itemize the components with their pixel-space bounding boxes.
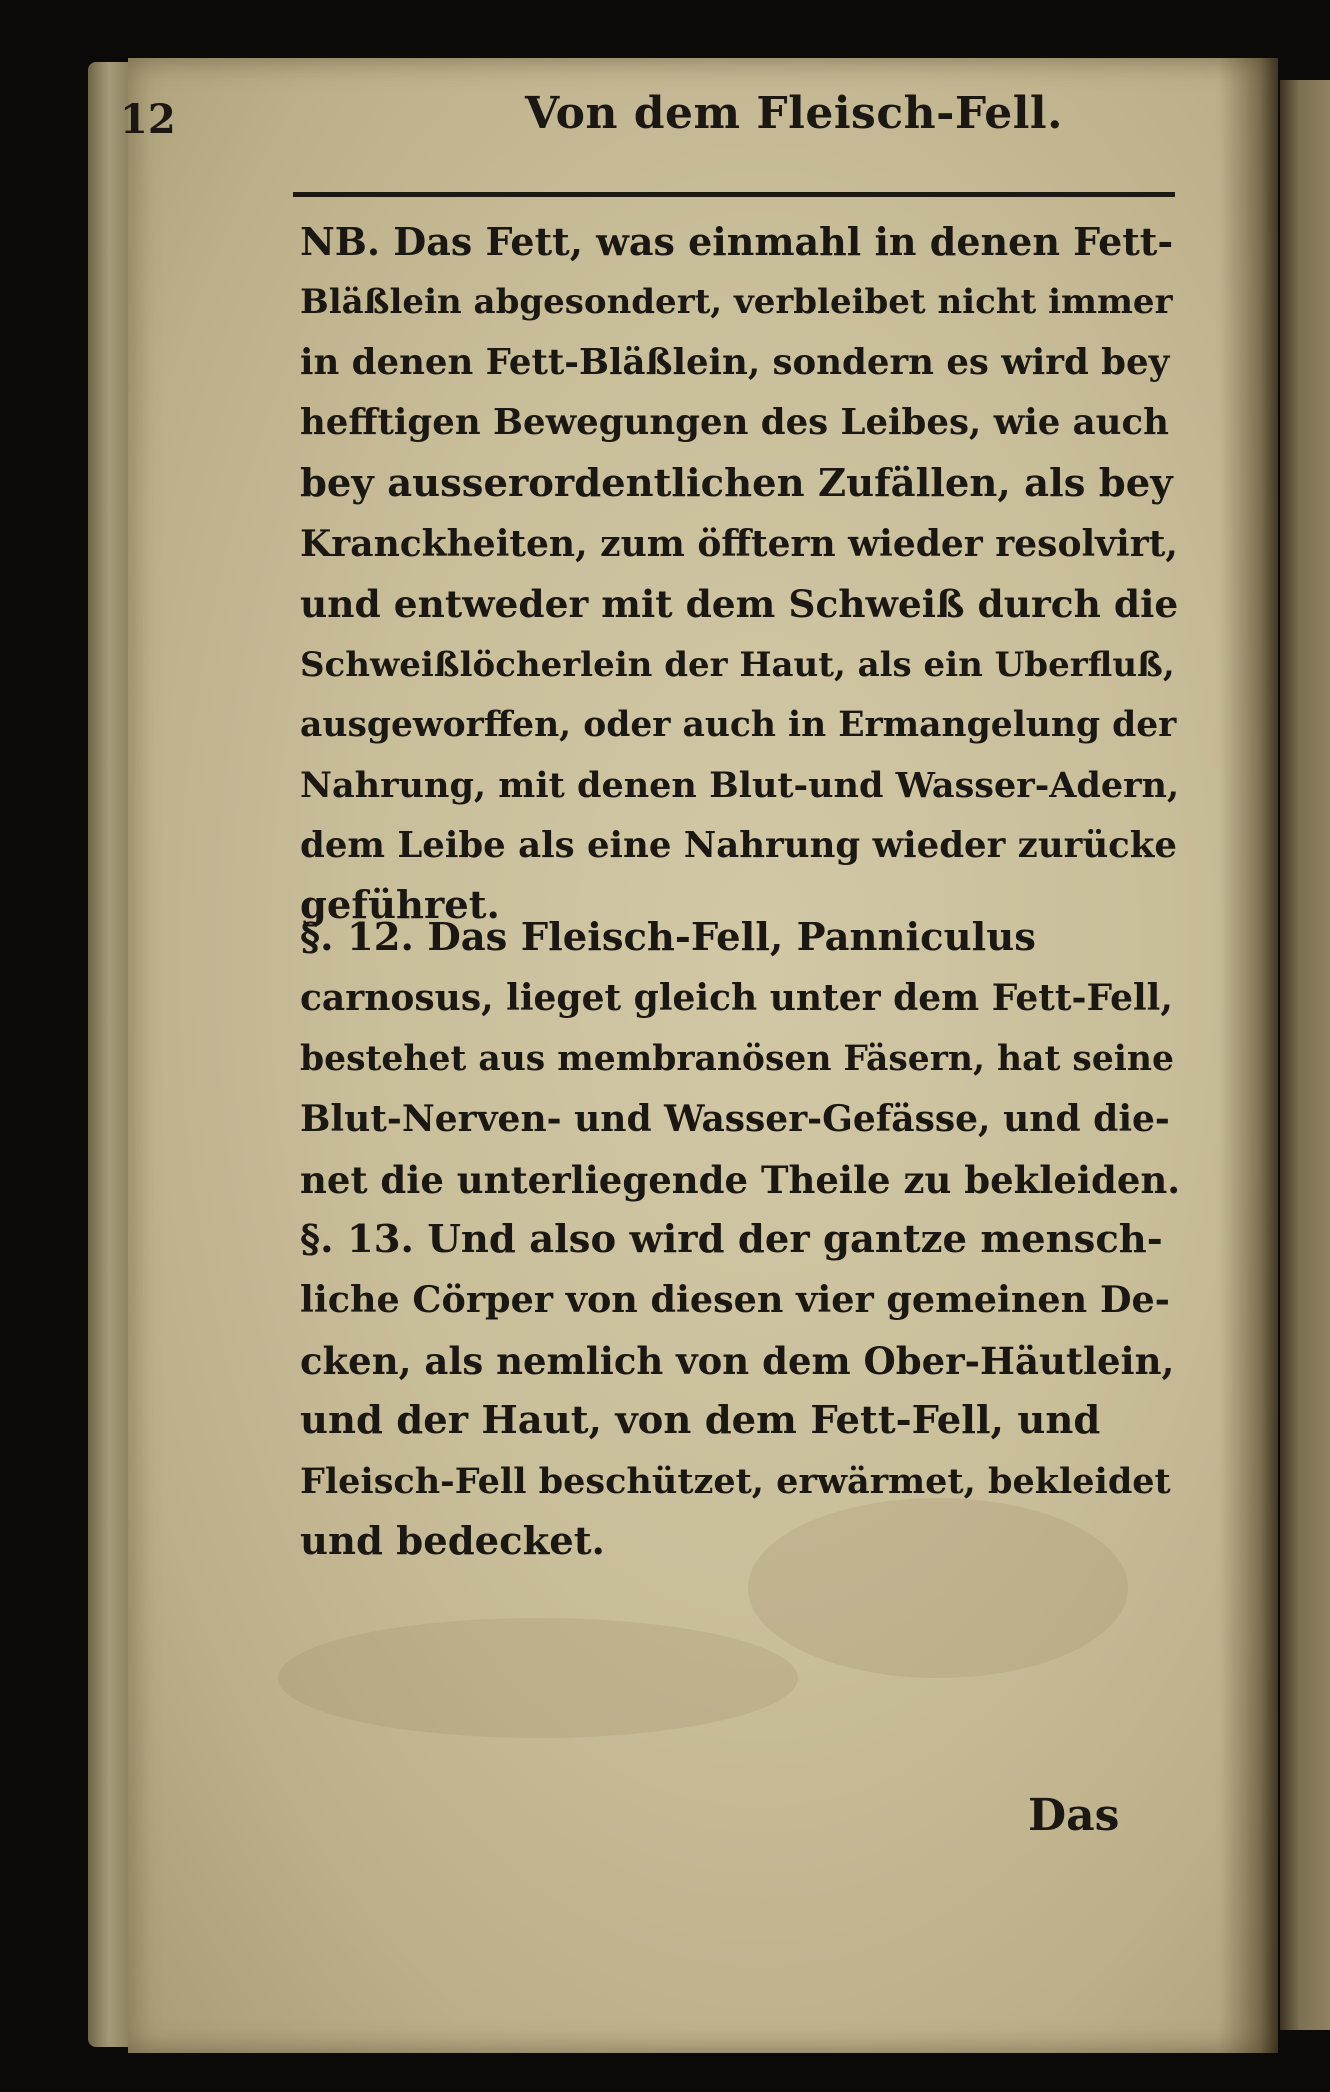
text-line: §. 13. Und also wird der gantze mensch- xyxy=(300,1217,1163,1262)
page-gutter xyxy=(1218,58,1278,2053)
text-line: dem Leibe als eine Nahrung wieder zurücke xyxy=(300,824,1177,866)
text-line: Bläßlein abgesondert, verbleibet nicht immer xyxy=(300,282,1173,323)
text-line: Kranckheiten, zum öfftern wieder resolvirt, xyxy=(300,522,1178,565)
text-line: hefftigen Bewegungen des Leibes, wie auch xyxy=(300,402,1169,444)
text-line: §. 12. Das Fleisch-Fell, Panniculus xyxy=(300,915,1036,960)
catchword: Das xyxy=(1028,1790,1120,1841)
paragraph-section-13 xyxy=(300,1210,1180,1572)
text-line: Blut-Nerven- und Wasser-Gefässe, und die- xyxy=(300,1098,1170,1141)
text-line: Nahrung, mit denen Blut-und Wasser-Adern, xyxy=(300,764,1180,806)
text-line: liche Cörper von diesen vier gemeinen De- xyxy=(300,1278,1170,1322)
text-line: Schweißlöcherlein der Haut, als ein Uberfluß, xyxy=(300,644,1175,685)
text-line: cken, als nemlich von dem Ober-Häutlein, xyxy=(300,1338,1175,1383)
text-line: Fleisch-Fell beschützet, erwärmet, bekleidet xyxy=(300,1460,1171,1502)
page-number: 12 xyxy=(120,96,176,143)
running-title: Von dem Fleisch-Fell. xyxy=(525,88,1063,139)
paragraph-nb xyxy=(300,212,1180,937)
text-line: bestehet aus membranösen Fäsern, hat seine xyxy=(300,1038,1174,1079)
text-line: NB. Das Fett, was einmahl in denen Fett- xyxy=(300,219,1174,264)
facing-page-edge xyxy=(1280,80,1330,2030)
paragraph-section-12 xyxy=(300,908,1180,1210)
text-line: und bedecket. xyxy=(300,1518,605,1564)
text-line: ausgeworffen, oder auch in Ermangelung der xyxy=(300,705,1177,746)
text-line: bey ausserordentlichen Zufällen, als bey xyxy=(300,460,1173,506)
text-line: und entweder mit dem Schweiß durch die xyxy=(300,582,1179,627)
text-line: in denen Fett-Bläßlein, sondern es wird bey xyxy=(300,341,1170,383)
text-line: carnosus, lieget gleich unter dem Fett-Fell, xyxy=(300,977,1173,1020)
header-rule xyxy=(293,192,1175,197)
text-line: geführet. xyxy=(300,883,500,929)
paper-stain xyxy=(278,1618,798,1738)
text-line: net die unterliegende Theile zu bekleiden. xyxy=(300,1157,1181,1202)
text-line: und der Haut, von dem Fett-Fell, und xyxy=(300,1398,1101,1444)
